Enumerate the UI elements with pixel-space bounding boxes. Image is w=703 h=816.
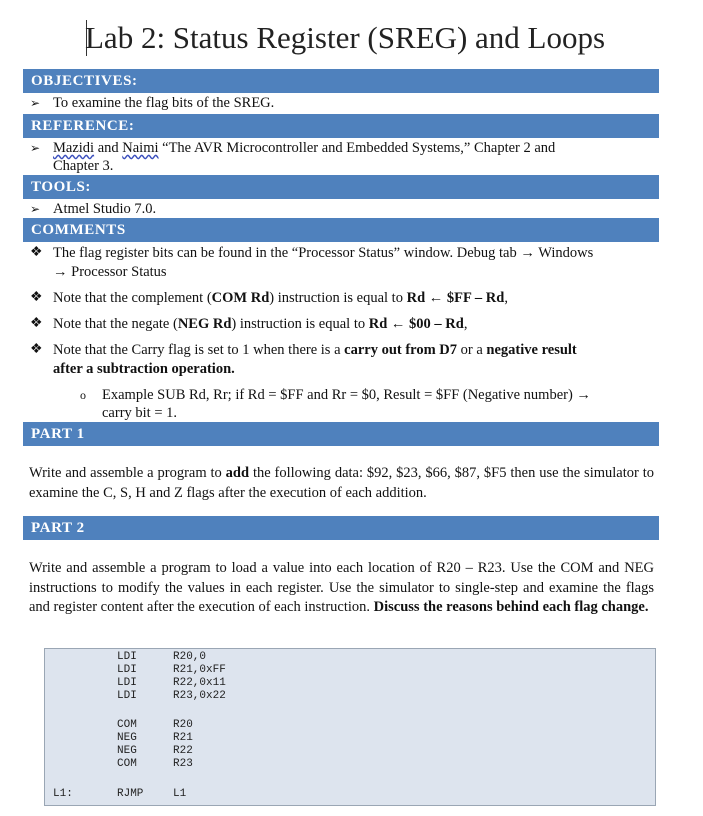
diamond-bullet-icon: ❖: [30, 290, 43, 305]
diamond-bullet-icon: ❖: [30, 342, 43, 357]
tool-item: Atmel Studio 7.0.: [53, 201, 157, 217]
diamond-bullet-icon: ❖: [30, 316, 43, 331]
sub-example-line-2: carry bit = 1.: [102, 405, 178, 421]
code-op: LDI: [117, 664, 137, 676]
code-op: LDI: [117, 651, 137, 663]
reference-header: REFERENCE:: [23, 114, 659, 138]
code-args: R20: [173, 719, 193, 731]
diamond-bullet-icon: ❖: [30, 245, 43, 260]
code-args: R20,0: [173, 651, 207, 663]
code-op: COM: [117, 758, 137, 770]
code-args: R23,0x22: [173, 690, 226, 702]
comment-1-line-2: → Processor Status: [53, 264, 167, 280]
code-op: COM: [117, 719, 137, 731]
objective-item: To examine the flag bits of the SREG.: [53, 95, 275, 111]
code-args: R21,0xFF: [173, 664, 226, 676]
sub-example-line-1: Example SUB Rd, Rr; if Rd = $FF and Rr = $0, Result = $FF (Negative number) →: [102, 387, 591, 403]
circle-bullet-icon: o: [80, 388, 86, 402]
arrow-bullet-icon: ➢: [30, 96, 41, 110]
reference-line-1: Mazidi and Naimi “The AVR Microcontroller and Embedded Systems,” Chapter 2 and: [53, 140, 556, 156]
code-args: L1: [173, 788, 187, 800]
code-op: LDI: [117, 690, 137, 702]
code-block: [44, 648, 656, 806]
objectives-header: OBJECTIVES:: [23, 69, 659, 93]
part1-text: Write and assemble a program to add the following data: $92, $23, $66, $87, $F5 then use the simulator to examine the C, S, H and Z flags after the execution of each addition.: [29, 465, 654, 501]
comment-4-line-2: after a subtraction operation.: [53, 361, 235, 377]
tools-header: TOOLS:: [23, 175, 659, 199]
comment-1-line-1: The flag register bits can be found in the “Processor Status” window. Debug tab → Windows: [53, 245, 594, 261]
code-op: NEG: [117, 745, 137, 757]
arrow-bullet-icon: ➢: [30, 141, 41, 155]
reference-line-2: Chapter 3.: [53, 158, 114, 174]
code-op: NEG: [117, 732, 137, 744]
part2-header: PART 2: [23, 516, 659, 540]
comment-2: Note that the complement (COM Rd) instruction is equal to Rd ← $FF – Rd,: [53, 290, 508, 306]
reference-author-1: Mazidi: [53, 140, 95, 156]
code-op: RJMP: [117, 788, 144, 800]
code-label: L1:: [53, 788, 73, 800]
code-args: R21: [173, 732, 193, 744]
page-title: Lab 2: Status Register (SREG) and Loops: [85, 20, 606, 55]
part2-text: Write and assemble a program to load a value into each location of R20 – R23. Use the COM and NEG instructions to modify the values in each register. Use the simulator to single-step and examine the flags and register content after the execution of each instruction. Discuss the reasons behind each flag change.: [29, 560, 654, 615]
code-args: R22: [173, 745, 193, 757]
arrow-bullet-icon: ➢: [30, 202, 41, 216]
reference-author-2: Naimi: [122, 140, 159, 156]
part1-header: PART 1: [23, 422, 659, 446]
comment-4-line-1: Note that the Carry flag is set to 1 when there is a carry out from D7 or a negative result: [53, 342, 577, 358]
code-op: LDI: [117, 677, 137, 689]
comment-3: Note that the negate (NEG Rd) instruction is equal to Rd ← $00 – Rd,: [53, 316, 468, 332]
code-args: R23: [173, 758, 193, 770]
comments-header: COMMENTS: [23, 218, 659, 242]
code-args: R22,0x11: [173, 677, 226, 689]
